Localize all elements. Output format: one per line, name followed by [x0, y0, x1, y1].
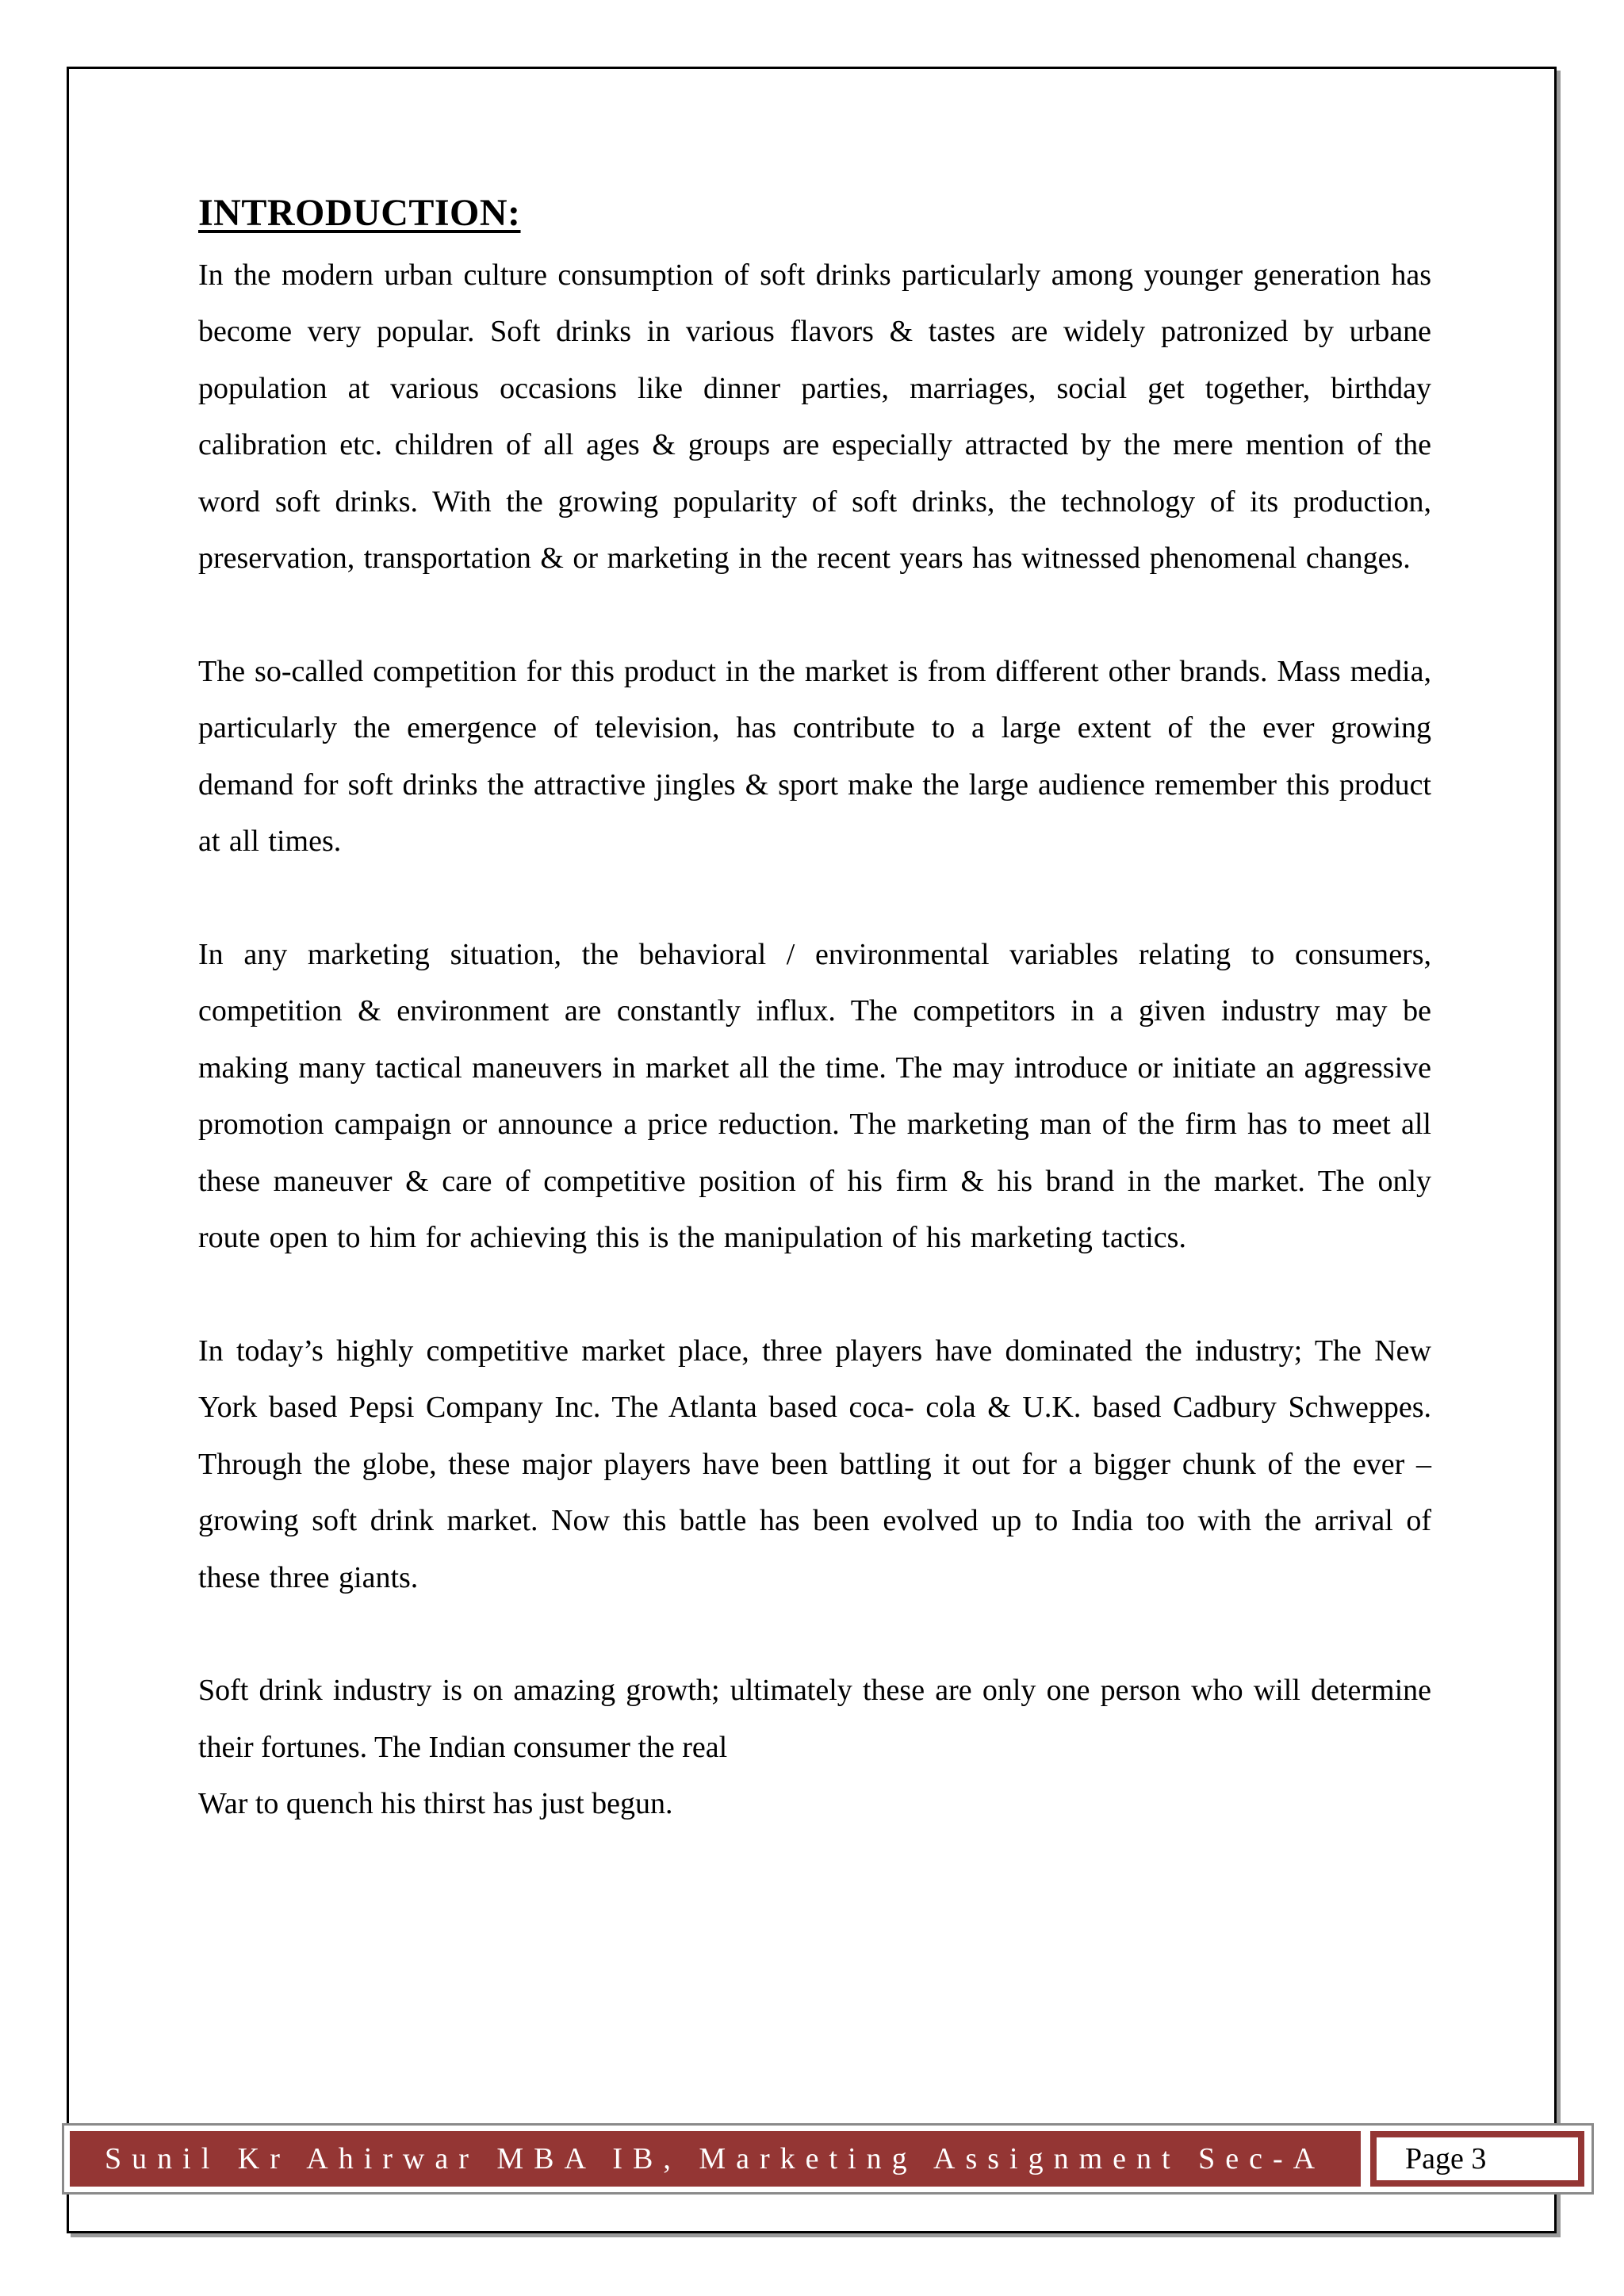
section-heading: INTRODUCTION:: [198, 192, 521, 234]
paragraph-competition: The so-called competition for this product in the market is from different other brands. Mass media, particularly the emergence of television, has contribute to a large extent of the ever growing demand for soft drinks the attractive jingles & sport make the large audience remember this product at all times.: [198, 654, 1431, 859]
paragraph-marketing-situation: In any marketing situation, the behavioral / environmental variables relating to consumers, competition & environment are constantly influx. The competitors in a given industry may be making many tactical maneuvers in market all the time. The may introduce or initiate an aggressive promotion campaign or announce a price reduction. The marketing man of the firm has to meet all these maneuver & care of competitive position of his firm & his brand in the market. The only route open to him for achieving this is the manipulation of his marketing tactics.: [198, 937, 1431, 1255]
document-body: [198, 190, 1431, 1833]
paragraph-market-players: In today’s highly competitive market place, three players have dominated the industry; The New York based Pepsi Company Inc. The Atlanta based coca- cola & U.K. based Cadbury Schweppes. Through the globe, these major players have been battling it out for a bigger chunk of the ever –growing soft drink market. Now this battle has been evolved up to India too with the arrival of these three giants.: [198, 1334, 1431, 1594]
footer-page-band: [1370, 2131, 1584, 2187]
footer-title: Sunil Kr Ahirwar MBA IB, Marketing Assignment Sec-A: [105, 2142, 1326, 2175]
paragraph-conclusion-line-1: Soft drink industry is on amazing growth; ultimately these are only one person who will determine their fortunes. The Indian consumer the real: [198, 1674, 1431, 1764]
page-footer: [62, 2123, 1594, 2195]
page-number: Page 3: [1405, 2142, 1487, 2175]
paragraph-intro: In the modern urban culture consumption of soft drinks particularly among younger generation has become very popular. Soft drinks in various flavors & tastes are widely patronized by urbane population at various occasions like dinner parties, marriages, social get together, birthday calibration etc. children of all ages & groups are especially attracted by the mere mention of the word soft drinks. With the growing popularity of soft drinks, the technology of its production, preservation, transportation & or marketing in the recent years has witnessed phenomenal changes.: [198, 258, 1431, 576]
footer-page-box: [1377, 2137, 1578, 2180]
paragraph-conclusion-line-2: War to quench his thirst has just begun.: [198, 1787, 673, 1821]
footer-title-band: [70, 2131, 1361, 2187]
paragraph-conclusion: [198, 1663, 1431, 1833]
